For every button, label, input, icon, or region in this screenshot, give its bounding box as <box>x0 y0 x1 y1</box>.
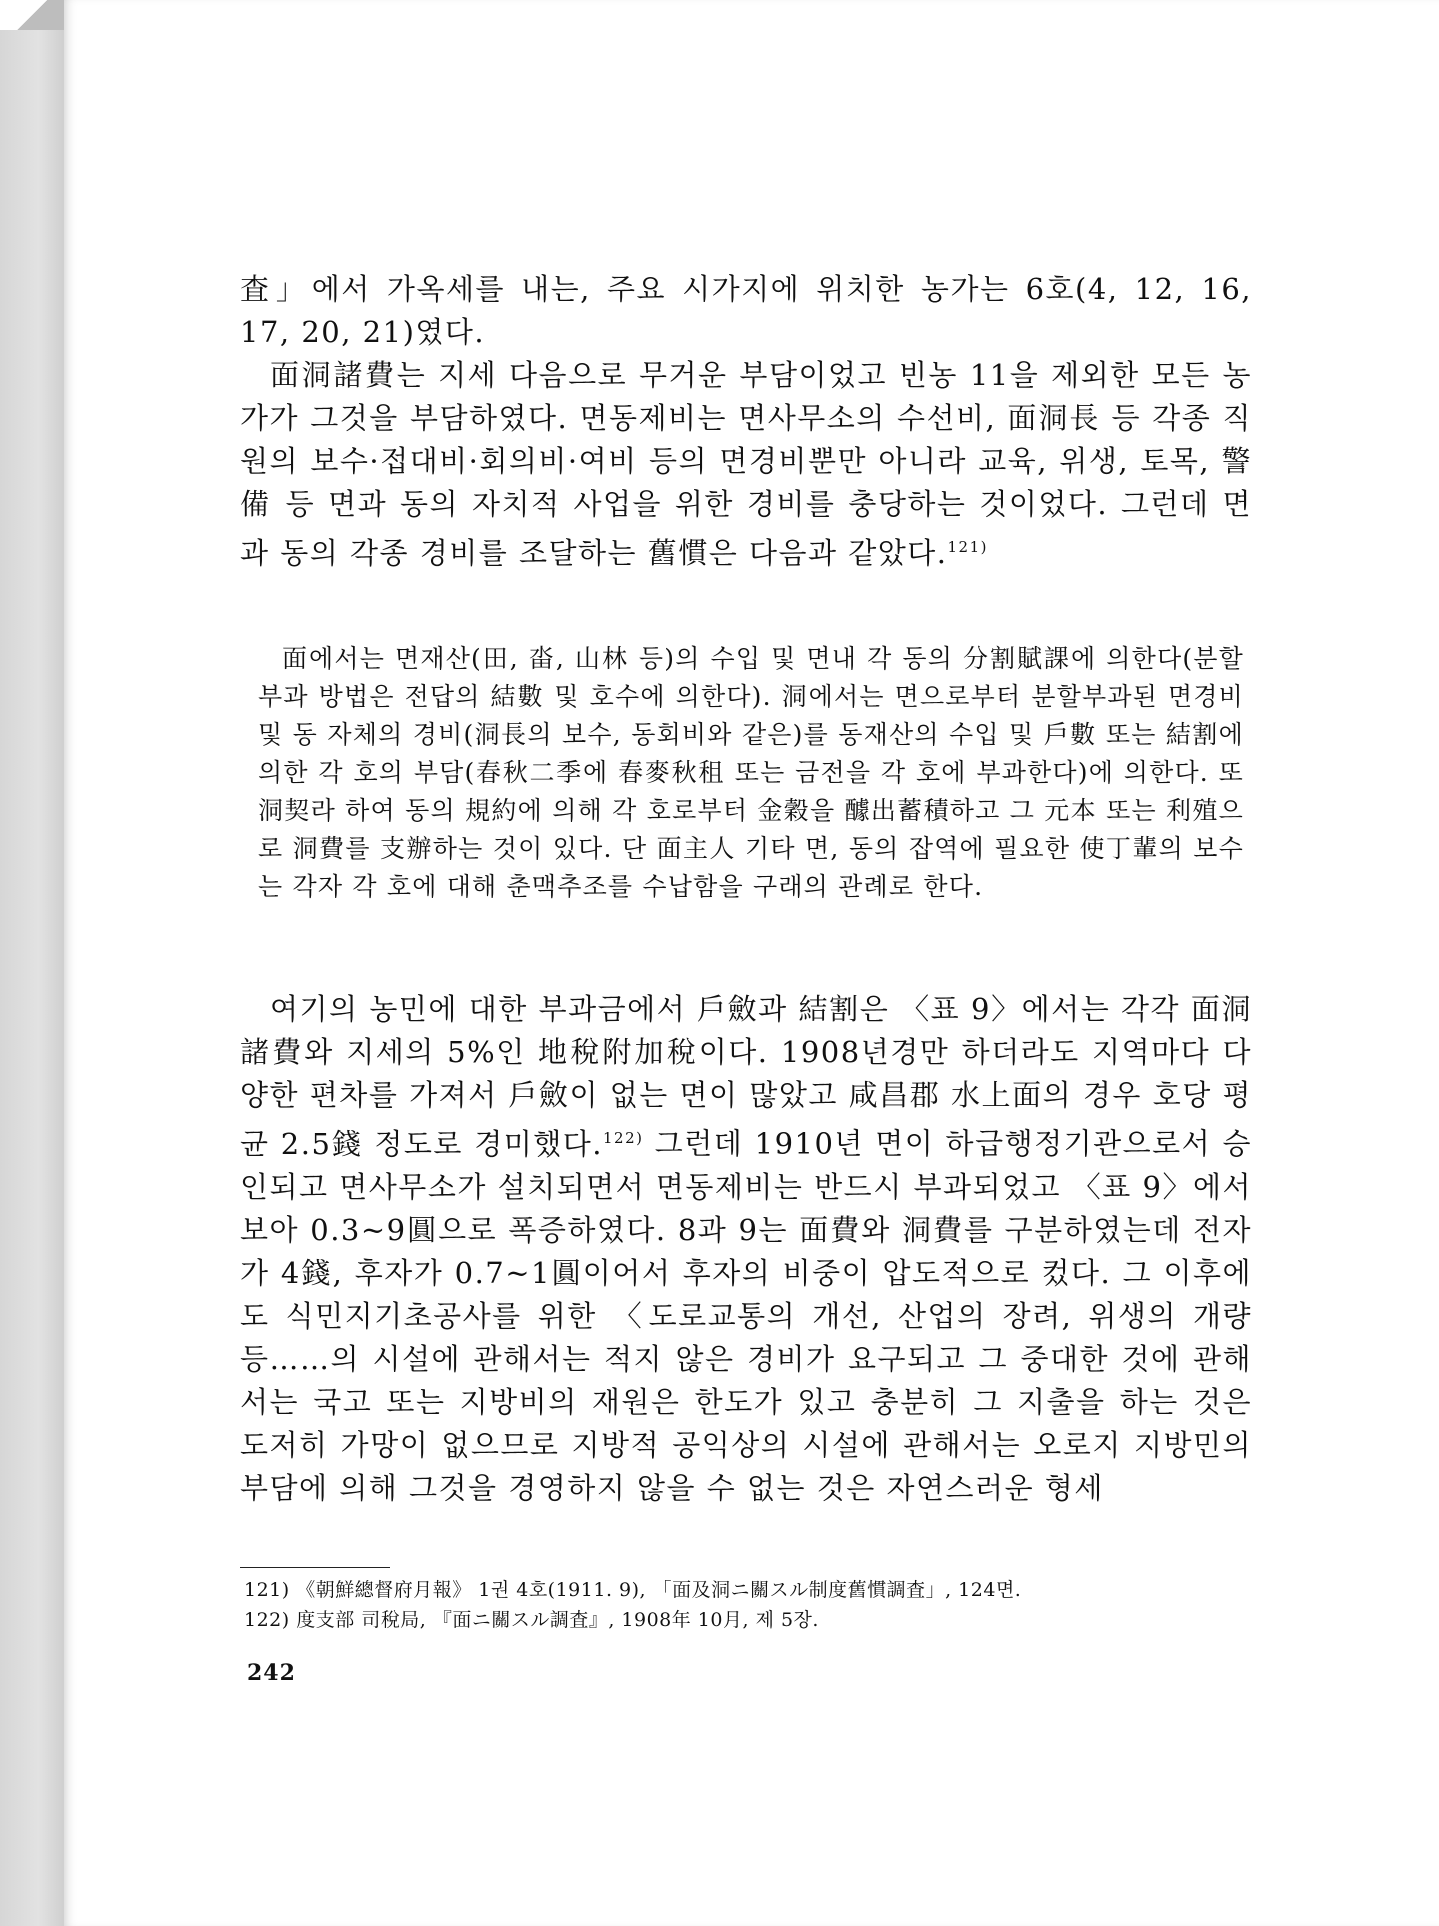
paragraph-text-2: 面洞諸費는 지세 다음으로 무거운 부담이었고 빈농 11을 제외한 모든 농가가 그것을 부담하였다. 면동제비는 면사무소의 수선비, 面洞長 등 각종 직원의 보수·접대비·회의비·여비 등의 면경비뿐만 아니라 교육, 위생, 토목, 警備 등 면과 동의 자치적 사업을 위한 경비를 충당하는 것이었다. 그런데 면과 동의 각종 경비를 조달하는 舊慣은 다음과 같았다. <box>240 358 1252 570</box>
footnote-ref-122: 122) <box>603 1129 644 1147</box>
footnote-121: 121) 《朝鮮總督府月報》 1권 4호(1911. 9), 「面及洞ニ關スル制度舊慣調査」, 124면. <box>244 1579 1022 1601</box>
paragraph-levies <box>240 988 1252 1510</box>
footnote-122: 122) 度支部 司稅局, 『面ニ關スル調査』, 1908年 10月, 제 5장. <box>244 1609 819 1631</box>
paragraph-text-3b: 그런데 1910년 면이 하급행정기관으로서 승인되고 면사무소가 설치되면서 면동제비는 반드시 부과되었고 〈표 9〉에서 보아 0.3~9圓으로 폭증하였다. 8과 9는 面費와 洞費를 구분하였는데 전자가 4錢, 후자가 0.7~1圓이어서 후자의 비중이 압도적으로 컸다. 그 이후에도 식민지기초공사를 위한 〈도로교통의 개선, 산업의 장려, 위생의 개량 등……의 시설에 관해서는 적지 않은 경비가 요구되고 그 중대한 것에 관해서는 국고 또는 지방비의 재원은 한도가 있고 충분히 그 지출을 하는 것은 도저히 가망이 없으므로 지방적 공익상의 시설에 관해서는 오로지 지방민의 부담에 의해 그것을 경영하지 않을 수 없는 것은 자연스러운 형세 <box>240 1126 1252 1505</box>
block-quote <box>258 640 1244 906</box>
page-number: 242 <box>247 1660 296 1686</box>
book-spine <box>0 0 66 1926</box>
footnotes <box>244 1575 1254 1635</box>
paragraph-face-fees <box>240 354 1252 575</box>
book-corner <box>0 0 64 30</box>
footnote-ref-121: 121) <box>947 538 988 556</box>
paragraph-continued <box>240 268 1252 354</box>
block-quote-text: 面에서는 면재산(田, 畓, 山林 등)의 수입 및 면내 각 동의 分割賦課에 의한다(분할부과 방법은 전답의 結數 및 호수에 의한다). 洞에서는 면으로부터 분할부과된 면경비 및 동 자체의 경비(洞長의 보수, 동회비와 같은)를 동재산의 수입 및 戶數 또는 結割에 의한 각 호의 부담(春秋二季에 春麥秋租 또는 금전을 각 호에 부과한다)에 의한다. 또 洞契라 하여 동의 規約에 의해 각 호로부터 金穀을 醵出蓄積하고 그 元本 또는 利殖으로 洞費를 支辦하는 것이 있다. 단 面主人 기타 면, 동의 잡역에 필요한 使丁輩의 보수는 각자 각 호에 대해 춘맥추조를 수납함을 구래의 관례로 한다. <box>258 644 1244 901</box>
paragraph-text-3a: 여기의 농민에 대한 부과금에서 戶斂과 結割은 〈표 9〉에서는 각각 面洞諸費와 지세의 5%인 地稅附加稅이다. 1908년경만 하더라도 지역마다 다양한 편차를 가져서 戶斂이 없는 면이 많았고 咸昌郡 水上面의 경우 호당 평균 2.5錢 정도로 경미했다. <box>240 992 1252 1161</box>
footnote-divider <box>240 1567 390 1568</box>
paragraph-text-1: 査」에서 가옥세를 내는, 주요 시가지에 위치한 농가는 6호(4, 12, 16, 17, 20, 21)였다. <box>240 272 1252 349</box>
